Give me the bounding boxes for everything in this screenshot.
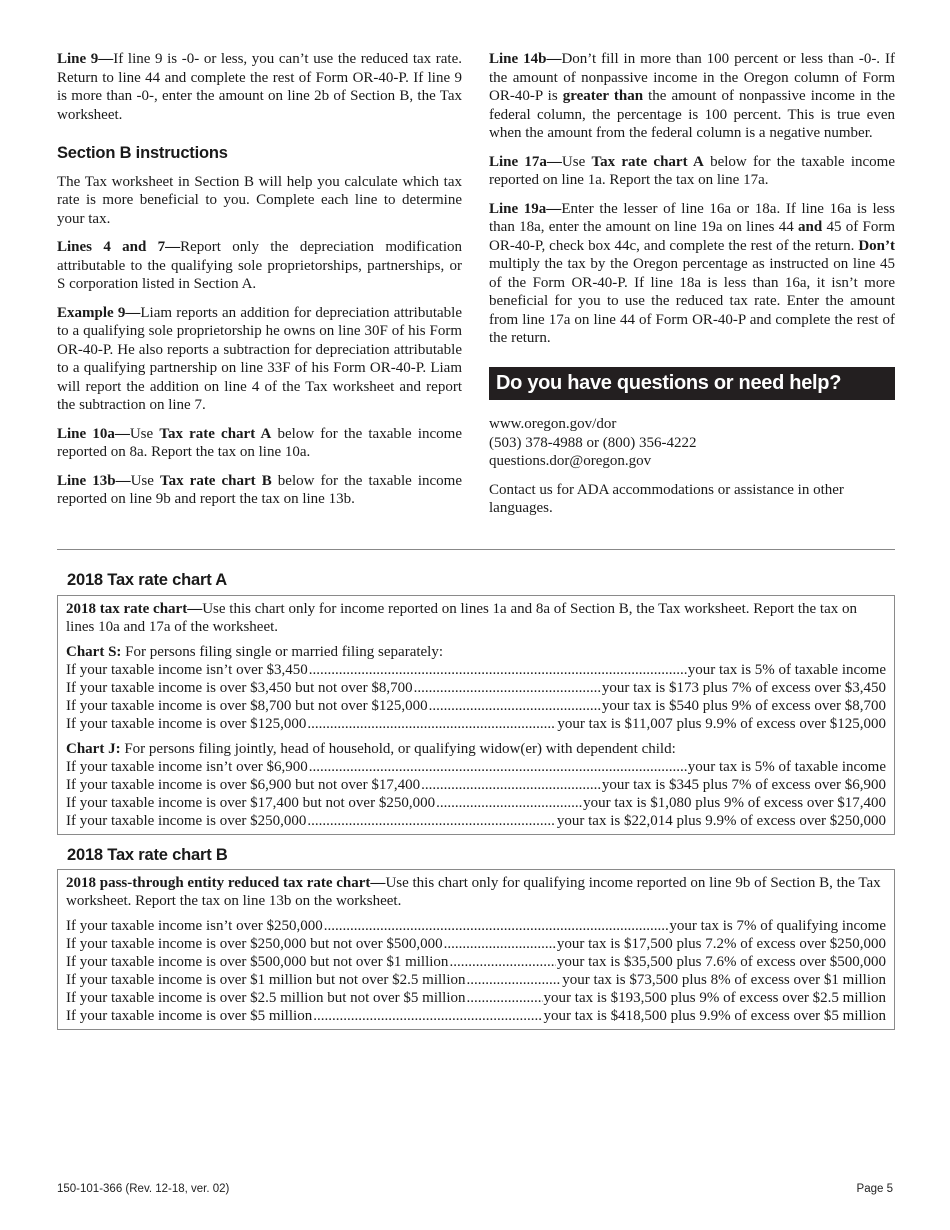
- chart-s-row: [66, 697, 886, 715]
- right-column: [489, 50, 895, 528]
- row-tax: your tax is $1,080 plus 9% of excess over $17,400: [583, 795, 886, 811]
- chart-s-text: For persons filing single or married filing separately:: [121, 644, 444, 660]
- chart-a-intro: [66, 600, 886, 636]
- line14b-emphasis: greater than: [562, 88, 644, 104]
- example9-label: Example 9—: [57, 304, 141, 321]
- chart-j-row: [66, 776, 886, 794]
- row-tax: your tax is 7% of qualifying income: [669, 918, 886, 934]
- line17a-text-post: below for the taxable income reported on line 1a. Report the tax on line 17a.: [489, 153, 895, 188]
- page-number: Page 5: [856, 1183, 893, 1195]
- chart-b-intro-label: 2018 pass-through entity reduced tax rate chart—: [66, 875, 386, 891]
- line19a-paragraph: [489, 200, 895, 348]
- chart-b-row: [66, 971, 886, 989]
- row-tax: your tax is $540 plus 9% of excess over $8,700: [601, 698, 886, 714]
- row-condition: If your taxable income is over $250,000 but not over $500,000: [66, 936, 443, 952]
- line9-text: If line 9 is -0- or less, you can’t use the reduced tax rate. Return to line 44 and complete the rest of Form OR-40-P. If line 9 is more than -0-, enter the amount on line 2b of Section B, the Tax worksheet.: [57, 51, 462, 123]
- row-condition: If your taxable income isn’t over $3,450: [66, 662, 308, 678]
- example9-text: Liam reports an addition for depreciation attributable to a qualifying sole proprietorship he owns on line 30F of his Form OR-40-P. He also reports a subtraction for depreciation attributable to a qualifying partnership on line 33F of his Form OR-40-P. Liam will report the addition on line 4 of the Tax worksheet and report the subtraction on line 7.: [57, 304, 462, 413]
- line10a-label: Line 10a—: [57, 425, 130, 442]
- chart-b-row: [66, 953, 886, 971]
- line19a-text-1: Enter the lesser of line 16a or 18a. If line 16a is less than 18a, enter the amount on line 19a on lines 44: [489, 200, 895, 235]
- dot-leader: [467, 989, 543, 1007]
- chart-s-row: [66, 715, 886, 733]
- row-tax: your tax is 5% of taxable income: [687, 662, 886, 678]
- row-condition: If your taxable income is over $250,000: [66, 813, 307, 829]
- line17a-paragraph: [489, 153, 895, 190]
- line17a-label: Line 17a—: [489, 153, 562, 170]
- dot-leader: [444, 935, 556, 953]
- row-condition: If your taxable income isn’t over $250,000: [66, 918, 323, 934]
- chart-s-row: [66, 679, 886, 697]
- row-condition: If your taxable income is over $2.5 million but not over $5 million: [66, 990, 466, 1006]
- row-tax: your tax is $193,500 plus 9% of excess over $2.5 million: [543, 990, 886, 1006]
- chart-j-heading: [66, 740, 886, 758]
- line13b-chart-ref: Tax rate chart B: [159, 472, 272, 489]
- lines4and7-label: Lines 4 and 7—: [57, 239, 181, 255]
- line14b-text-pre: Don’t fill in more than 100 percent or less than -0-. If the amount of nonpassive income in the Oregon column of Form OR-40-P is: [489, 51, 895, 104]
- row-condition: If your taxable income is over $1 million but not over $2.5 million: [66, 972, 466, 988]
- chart-s-heading: [66, 643, 886, 661]
- row-condition: If your taxable income is over $6,900 but not over $17,400: [66, 777, 421, 793]
- row-condition: If your taxable income is over $125,000: [66, 716, 307, 732]
- line10a-chart-ref: Tax rate chart A: [159, 425, 272, 442]
- dot-leader: [324, 917, 669, 935]
- row-condition: If your taxable income is over $500,000 but not over $1 million: [66, 954, 449, 970]
- row-tax: your tax is 5% of taxable income: [687, 759, 886, 775]
- dot-leader: [414, 679, 601, 697]
- line17a-text-pre: Use: [561, 153, 592, 170]
- chart-a-intro-text: Use this chart only for income reported on lines 1a and 8a of Section B, the Tax worksheet. Report the tax on lines 10a and 17a of the worksheet.: [66, 601, 857, 635]
- line19a-text-2: 45 of Form OR-40-P, check box 44c, and complete the rest of the return.: [489, 219, 896, 254]
- line19a-text-3: multiply the tax by the Oregon percentage as instructed on line 45 of the Form OR-40-P. If line 18a is less than 16a, it isn’t more beneficial for you to use the reduced tax rate. Enter the amount from line 17a on line 44 of Form OR-40-P and complete the rest of the return.: [489, 256, 895, 346]
- dot-leader: [449, 953, 555, 971]
- chart-j-row: [66, 794, 886, 812]
- line19a-label: Line 19a—: [489, 200, 562, 217]
- dot-leader: [309, 758, 687, 776]
- spacer: [66, 733, 886, 740]
- row-condition: If your taxable income isn’t over $6,900: [66, 759, 308, 775]
- chart-b-title: 2018 Tax rate chart B: [67, 846, 228, 864]
- chart-j-label: Chart J:: [66, 741, 121, 757]
- line13b-paragraph: [57, 472, 462, 509]
- chart-b-intro-text: Use this chart only for qualifying income reported on line 9b of Section B, the Tax worksheet. Report the tax on line 13b on the worksheet.: [66, 875, 881, 909]
- line13b-text-post: below for the taxable income reported on line 9b and report the tax on line 13b.: [57, 472, 462, 507]
- row-condition: If your taxable income is over $5 million: [66, 1008, 313, 1024]
- dot-leader: [307, 812, 556, 830]
- row-tax: your tax is $418,500 plus 9.9% of excess over $5 million: [543, 1008, 886, 1024]
- chart-j-text: For persons filing jointly, head of household, or qualifying widow(er) with dependent child:: [120, 741, 676, 757]
- chart-b-row: [66, 917, 886, 935]
- dot-leader: [309, 661, 687, 679]
- line13b-text-pre: Use: [130, 472, 160, 489]
- chart-a-title: 2018 Tax rate chart A: [67, 571, 227, 589]
- help-banner: Do you have questions or need help?: [489, 367, 895, 401]
- row-condition: If your taxable income is over $3,450 but not over $8,700: [66, 680, 413, 696]
- email-link[interactable]: questions.dor@oregon.gov: [489, 453, 652, 469]
- form-id: 150-101-366 (Rev. 12-18, ver. 02): [57, 1183, 230, 1195]
- dot-leader: [429, 697, 601, 715]
- line10a-text-pre: Use: [129, 425, 160, 442]
- line17a-chart-ref: Tax rate chart A: [591, 153, 704, 170]
- row-tax: your tax is $173 plus 7% of excess over $3,450: [601, 680, 886, 696]
- row-tax: your tax is $73,500 plus 8% of excess over $1 million: [562, 972, 886, 988]
- chart-b-row: [66, 1007, 886, 1025]
- left-column: [57, 50, 462, 519]
- section-divider: [57, 549, 895, 550]
- line9-paragraph: [57, 50, 462, 124]
- chart-s-row: [66, 661, 886, 679]
- line13b-label: Line 13b—: [57, 472, 131, 489]
- line14b-text-post: the amount of nonpassive income in the federal column, the percentage is 100 percent. This is true even when the amount from the federal column is a negative number.: [489, 88, 895, 141]
- chart-b-intro: [66, 874, 886, 910]
- dot-leader: [307, 715, 556, 733]
- row-tax: your tax is $17,500 plus 7.2% of excess over $250,000: [556, 936, 886, 952]
- row-tax: your tax is $345 plus 7% of excess over $6,900: [601, 777, 886, 793]
- dot-leader: [467, 971, 562, 989]
- section-b-heading: Section B instructions: [57, 144, 228, 162]
- line14b-paragraph: [489, 50, 895, 143]
- chart-b-row: [66, 989, 886, 1007]
- phone-numbers: (503) 378-4988 or (800) 356-4222: [489, 434, 697, 451]
- lines4and7-paragraph: [57, 238, 462, 294]
- row-condition: If your taxable income is over $8,700 but not over $125,000: [66, 698, 428, 714]
- lines4and7-text: Report only the depreciation modification attributable to the qualifying sole proprietorships, partnerships, or S corporation listed in Section A.: [57, 239, 462, 292]
- dot-leader: [421, 776, 601, 794]
- line10a-paragraph: [57, 425, 462, 462]
- example9-paragraph: [57, 304, 462, 415]
- row-condition: If your taxable income is over $17,400 but not over $250,000: [66, 795, 436, 811]
- chart-a-intro-label: 2018 tax rate chart—: [66, 601, 203, 617]
- chart-a-box: [57, 595, 895, 835]
- contact-info: [489, 415, 895, 471]
- website-link[interactable]: www.oregon.gov/dor: [489, 416, 617, 432]
- chart-j-row: [66, 758, 886, 776]
- line19a-emphasis-and: and: [798, 219, 823, 235]
- chart-s-label: Chart S:: [66, 644, 122, 660]
- line19a-emphasis-dont: Don’t: [858, 237, 895, 254]
- row-tax: your tax is $22,014 plus 9.9% of excess over $250,000: [556, 813, 886, 829]
- chart-b-box: [57, 869, 895, 1030]
- chart-b-row: [66, 935, 886, 953]
- row-tax: your tax is $35,500 plus 7.6% of excess over $500,000: [556, 954, 886, 970]
- line14b-label: Line 14b—: [489, 51, 562, 67]
- dot-leader: [313, 1007, 542, 1025]
- ada-note: Contact us for ADA accommodations or assistance in other languages.: [489, 481, 844, 516]
- line10a-text-post: below for the taxable income reported on 8a. Report the tax on line 10a.: [57, 425, 462, 460]
- section-b-intro: The Tax worksheet in Section B will help you calculate which tax rate is more beneficial to you. Complete each line to determine your tax.: [57, 173, 462, 227]
- row-tax: your tax is $11,007 plus 9.9% of excess over $125,000: [557, 716, 886, 732]
- dot-leader: [436, 794, 582, 812]
- chart-j-row: [66, 812, 886, 830]
- line9-label: Line 9—: [57, 51, 114, 67]
